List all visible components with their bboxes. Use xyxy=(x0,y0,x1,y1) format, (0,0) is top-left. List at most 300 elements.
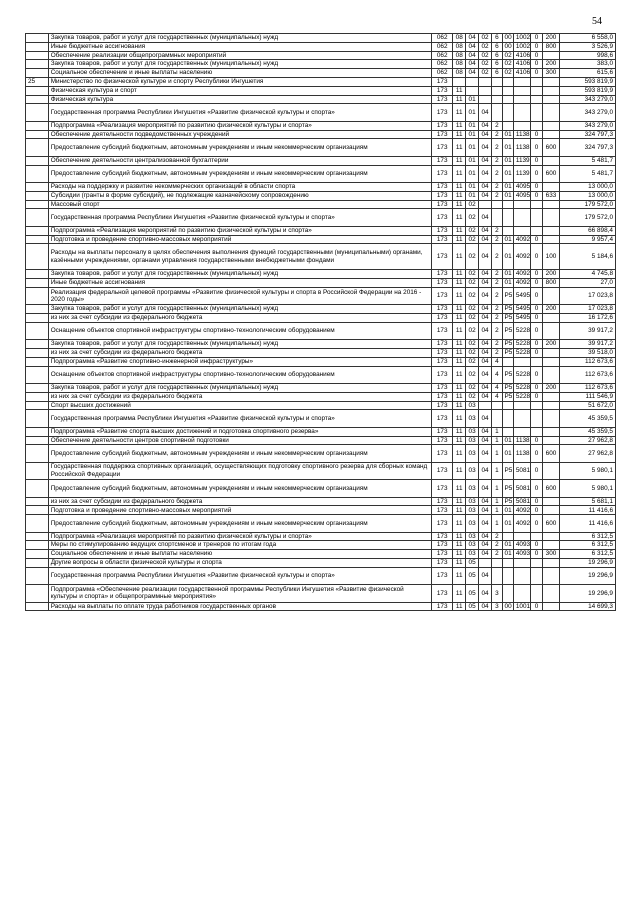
subsection-code-cell: 02 xyxy=(466,357,478,366)
subsection-code-cell: 02 xyxy=(466,340,478,349)
amount-cell: 6 558,0 xyxy=(560,34,616,43)
expense-type-cell xyxy=(542,130,560,139)
item-name-cell: Подпрограмма «Реализация мероприятий по развитию физической культуры и спорта» xyxy=(48,532,432,541)
subsection-code-cell: 04 xyxy=(466,51,478,60)
row-number-cell xyxy=(26,200,49,209)
amount-cell: 66 898,4 xyxy=(560,226,616,235)
row-number-cell xyxy=(26,34,49,43)
ministry-code-cell: 173 xyxy=(432,139,453,156)
item-name-cell: Социальное обеспечение и иные выплаты населению xyxy=(48,69,432,78)
program-code-cell: 04 xyxy=(478,357,491,366)
extra-code-cell: 0 xyxy=(531,349,542,358)
extra-code-cell xyxy=(531,585,542,602)
direction-code-cell: 5495 xyxy=(513,287,531,304)
item-name-cell: Закупка товаров, работ и услуг для государственных (муниципальных) нужд xyxy=(48,384,432,393)
table-row xyxy=(26,235,616,244)
program-code-cell: 04 xyxy=(478,515,491,532)
ministry-code-cell: 173 xyxy=(432,235,453,244)
subsection-code-cell: 03 xyxy=(466,550,478,559)
ministry-code-cell: 173 xyxy=(432,86,453,95)
event-code-cell: 01 xyxy=(502,235,513,244)
ministry-code-cell: 173 xyxy=(432,567,453,584)
extra-code-cell: 0 xyxy=(531,480,542,497)
table-row xyxy=(26,497,616,506)
row-number-cell xyxy=(26,349,49,358)
extra-code-cell: 0 xyxy=(531,305,542,314)
row-number-cell xyxy=(26,366,49,383)
amount-cell: 6 312,5 xyxy=(560,532,616,541)
expense-type-cell xyxy=(542,287,560,304)
row-number-cell xyxy=(26,506,49,515)
expense-type-cell xyxy=(542,541,560,550)
subprogram-code-cell xyxy=(492,558,502,567)
extra-code-cell: 0 xyxy=(531,366,542,383)
expense-type-cell xyxy=(542,558,560,567)
direction-code-cell xyxy=(513,410,531,427)
direction-code-cell xyxy=(513,532,531,541)
ministry-code-cell: 173 xyxy=(432,165,453,182)
section-code-cell: 11 xyxy=(453,322,466,339)
amount-cell: 5 481,7 xyxy=(560,165,616,182)
amount-cell: 45 359,5 xyxy=(560,427,616,436)
section-code-cell: 11 xyxy=(453,480,466,497)
row-number-cell xyxy=(26,95,49,104)
row-number-cell xyxy=(26,60,49,69)
subsection-code-cell: 01 xyxy=(466,165,478,182)
table-row xyxy=(26,104,616,121)
event-code-cell xyxy=(502,95,513,104)
event-code-cell: P5 xyxy=(502,340,513,349)
event-code-cell: 00 xyxy=(502,42,513,51)
direction-code-cell: 4095 xyxy=(513,182,531,191)
event-code-cell: P5 xyxy=(502,349,513,358)
program-code-cell: 04 xyxy=(478,602,491,611)
direction-code-cell: 1002 xyxy=(513,42,531,51)
expense-type-cell xyxy=(542,95,560,104)
row-number-cell xyxy=(26,244,49,270)
program-code-cell: 04 xyxy=(478,270,491,279)
section-code-cell: 11 xyxy=(453,550,466,559)
section-code-cell: 11 xyxy=(453,130,466,139)
row-number-cell xyxy=(26,357,49,366)
extra-code-cell: 0 xyxy=(531,550,542,559)
subprogram-code-cell: 2 xyxy=(492,139,502,156)
extra-code-cell: 0 xyxy=(531,515,542,532)
item-name-cell: Реализация федеральной целевой программы «Развитие физической культуры и спорта в Российской Федерации на 2016 - 2020 годы» xyxy=(48,287,432,304)
subsection-code-cell: 02 xyxy=(466,384,478,393)
program-code-cell: 04 xyxy=(478,209,491,226)
event-code-cell xyxy=(502,401,513,410)
amount-cell: 45 359,5 xyxy=(560,410,616,427)
section-code-cell: 11 xyxy=(453,497,466,506)
extra-code-cell xyxy=(531,558,542,567)
section-code-cell: 11 xyxy=(453,104,466,121)
subprogram-code-cell: 2 xyxy=(492,550,502,559)
subsection-code-cell: 02 xyxy=(466,366,478,383)
subsection-code-cell: 02 xyxy=(466,322,478,339)
item-name-cell: Спорт высших достижений xyxy=(48,401,432,410)
row-number-cell xyxy=(26,384,49,393)
table-row xyxy=(26,357,616,366)
event-code-cell: 00 xyxy=(502,34,513,43)
table-row xyxy=(26,130,616,139)
subprogram-code-cell: 2 xyxy=(492,287,502,304)
ministry-code-cell: 062 xyxy=(432,42,453,51)
extra-code-cell: 0 xyxy=(531,506,542,515)
amount-cell: 615,6 xyxy=(560,69,616,78)
ministry-code-cell: 173 xyxy=(432,585,453,602)
table-row xyxy=(26,121,616,130)
ministry-code-cell: 173 xyxy=(432,602,453,611)
subprogram-code-cell: 1 xyxy=(492,427,502,436)
direction-code-cell xyxy=(513,77,531,86)
event-code-cell: 02 xyxy=(502,51,513,60)
amount-cell: 39 917,2 xyxy=(560,340,616,349)
event-code-cell: 01 xyxy=(502,445,513,462)
subsection-code-cell: 05 xyxy=(466,558,478,567)
subprogram-code-cell xyxy=(492,86,502,95)
extra-code-cell xyxy=(531,532,542,541)
event-code-cell xyxy=(502,226,513,235)
section-code-cell: 11 xyxy=(453,436,466,445)
table-row xyxy=(26,410,616,427)
amount-cell: 5 980,1 xyxy=(560,462,616,479)
expense-type-cell xyxy=(542,314,560,323)
subsection-code-cell: 03 xyxy=(466,515,478,532)
subprogram-code-cell: 2 xyxy=(492,156,502,165)
event-code-cell: 01 xyxy=(502,436,513,445)
event-code-cell: 01 xyxy=(502,550,513,559)
item-name-cell: Физическая культура xyxy=(48,95,432,104)
event-code-cell xyxy=(502,200,513,209)
program-code-cell: 04 xyxy=(478,392,491,401)
subsection-code-cell: 01 xyxy=(466,139,478,156)
program-code-cell xyxy=(478,86,491,95)
ministry-code-cell: 173 xyxy=(432,436,453,445)
subsection-code-cell: 03 xyxy=(466,532,478,541)
expense-type-cell: 200 xyxy=(542,305,560,314)
section-code-cell: 11 xyxy=(453,401,466,410)
event-code-cell: 01 xyxy=(502,515,513,532)
extra-code-cell xyxy=(531,95,542,104)
ministry-code-cell: 173 xyxy=(432,77,453,86)
item-name-cell: Министерство по физической культуре и спорту Республики Ингушетия xyxy=(48,77,432,86)
ministry-code-cell: 173 xyxy=(432,340,453,349)
row-number-cell xyxy=(26,401,49,410)
amount-cell: 343 279,0 xyxy=(560,104,616,121)
item-name-cell: Массовый спорт xyxy=(48,200,432,209)
item-name-cell: Подготовка и проведение спортивно-массовых мероприятий xyxy=(48,235,432,244)
item-name-cell: Подпрограмма «Реализация мероприятий по развитию физической культуры и спорта» xyxy=(48,226,432,235)
expense-type-cell xyxy=(542,77,560,86)
subprogram-code-cell xyxy=(492,567,502,584)
program-code-cell: 04 xyxy=(478,226,491,235)
extra-code-cell: 0 xyxy=(531,445,542,462)
item-name-cell: Предоставление субсидий бюджетным, автономным учреждениям и иным некоммерческим организациям xyxy=(48,165,432,182)
subprogram-code-cell: 2 xyxy=(492,165,502,182)
amount-cell: 6 312,5 xyxy=(560,541,616,550)
subprogram-code-cell: 2 xyxy=(492,235,502,244)
extra-code-cell: 0 xyxy=(531,69,542,78)
subprogram-code-cell: 2 xyxy=(492,349,502,358)
direction-code-cell: 1138 xyxy=(513,130,531,139)
extra-code-cell xyxy=(531,77,542,86)
row-number-cell xyxy=(26,139,49,156)
event-code-cell: 01 xyxy=(502,244,513,270)
subprogram-code-cell: 4 xyxy=(492,366,502,383)
amount-cell: 27 962,8 xyxy=(560,436,616,445)
subprogram-code-cell: 6 xyxy=(492,34,502,43)
table-row xyxy=(26,77,616,86)
subprogram-code-cell: 2 xyxy=(492,121,502,130)
subprogram-code-cell: 6 xyxy=(492,51,502,60)
extra-code-cell: 0 xyxy=(531,340,542,349)
row-number-cell xyxy=(26,436,49,445)
expense-type-cell xyxy=(542,235,560,244)
subprogram-code-cell xyxy=(492,410,502,427)
expense-type-cell xyxy=(542,121,560,130)
program-code-cell: 04 xyxy=(478,427,491,436)
row-number-cell xyxy=(26,305,49,314)
direction-code-cell: 4092 xyxy=(513,244,531,270)
row-number-cell xyxy=(26,585,49,602)
subsection-code-cell: 03 xyxy=(466,497,478,506)
expense-type-cell xyxy=(542,349,560,358)
direction-code-cell: 5228 xyxy=(513,349,531,358)
item-name-cell: Предоставление субсидий бюджетным, автономным учреждениям и иным некоммерческим организациям xyxy=(48,480,432,497)
amount-cell: 6 312,5 xyxy=(560,550,616,559)
ministry-code-cell: 062 xyxy=(432,51,453,60)
subsection-code-cell: 02 xyxy=(466,226,478,235)
direction-code-cell: 4106 xyxy=(513,69,531,78)
program-code-cell xyxy=(478,95,491,104)
expense-type-cell xyxy=(542,322,560,339)
direction-code-cell: 5081 xyxy=(513,480,531,497)
row-number-cell xyxy=(26,392,49,401)
row-number-cell xyxy=(26,602,49,611)
direction-code-cell: 5495 xyxy=(513,314,531,323)
subsection-code-cell: 05 xyxy=(466,585,478,602)
direction-code-cell: 4092 xyxy=(513,270,531,279)
event-code-cell xyxy=(502,86,513,95)
ministry-code-cell: 173 xyxy=(432,392,453,401)
expense-type-cell xyxy=(542,209,560,226)
row-number-cell xyxy=(26,541,49,550)
table-row xyxy=(26,305,616,314)
subprogram-code-cell: 2 xyxy=(492,532,502,541)
item-name-cell: Обеспечение реализации общепрограммных мероприятий xyxy=(48,51,432,60)
ministry-code-cell: 173 xyxy=(432,182,453,191)
extra-code-cell: 0 xyxy=(531,156,542,165)
table-row xyxy=(26,532,616,541)
direction-code-cell xyxy=(513,567,531,584)
item-name-cell: Подпрограмма «Развитие спортивно-инженерной инфраструктуры» xyxy=(48,357,432,366)
item-name-cell: Предоставление субсидий бюджетным, автономным учреждениям и иным некоммерческим организациям xyxy=(48,445,432,462)
subprogram-code-cell xyxy=(492,401,502,410)
table-row xyxy=(26,585,616,602)
section-code-cell: 11 xyxy=(453,200,466,209)
event-code-cell xyxy=(502,121,513,130)
table-row xyxy=(26,384,616,393)
section-code-cell: 08 xyxy=(453,34,466,43)
item-name-cell: Субсидии (гранты в форме субсидий), не подлежащие казначейскому сопровождению xyxy=(48,191,432,200)
amount-cell: 383,0 xyxy=(560,60,616,69)
item-name-cell: из них за счет субсидии из федерального бюджета xyxy=(48,349,432,358)
subsection-code-cell: 02 xyxy=(466,314,478,323)
ministry-code-cell: 173 xyxy=(432,384,453,393)
subsection-code-cell: 01 xyxy=(466,156,478,165)
event-code-cell xyxy=(502,585,513,602)
subprogram-code-cell: 2 xyxy=(492,191,502,200)
extra-code-cell xyxy=(531,121,542,130)
item-name-cell: Подготовка и проведение спортивно-массовых мероприятий xyxy=(48,506,432,515)
amount-cell: 11 416,6 xyxy=(560,506,616,515)
direction-code-cell: 5228 xyxy=(513,392,531,401)
table-body xyxy=(26,34,616,611)
table-row xyxy=(26,165,616,182)
event-code-cell: 01 xyxy=(502,182,513,191)
amount-cell: 998,6 xyxy=(560,51,616,60)
ministry-code-cell: 173 xyxy=(432,480,453,497)
expense-type-cell xyxy=(542,506,560,515)
table-row xyxy=(26,436,616,445)
amount-cell: 39 518,0 xyxy=(560,349,616,358)
ministry-code-cell: 173 xyxy=(432,104,453,121)
subprogram-code-cell: 2 xyxy=(492,340,502,349)
section-code-cell: 11 xyxy=(453,156,466,165)
event-code-cell: 02 xyxy=(502,69,513,78)
row-number-cell xyxy=(26,287,49,304)
extra-code-cell: 0 xyxy=(531,139,542,156)
amount-cell: 112 673,6 xyxy=(560,384,616,393)
section-code-cell: 11 xyxy=(453,532,466,541)
section-code-cell: 11 xyxy=(453,209,466,226)
amount-cell: 179 572,0 xyxy=(560,209,616,226)
event-code-cell: 01 xyxy=(502,130,513,139)
amount-cell: 27,0 xyxy=(560,279,616,288)
table-row xyxy=(26,209,616,226)
program-code-cell: 04 xyxy=(478,349,491,358)
item-name-cell: Другие вопросы в области физической культуры и спорта xyxy=(48,558,432,567)
section-code-cell: 11 xyxy=(453,305,466,314)
expense-type-cell xyxy=(542,392,560,401)
program-code-cell xyxy=(478,77,491,86)
section-code-cell: 11 xyxy=(453,558,466,567)
subprogram-code-cell: 1 xyxy=(492,515,502,532)
event-code-cell xyxy=(502,567,513,584)
expense-type-cell xyxy=(542,436,560,445)
subprogram-code-cell: 6 xyxy=(492,42,502,51)
item-name-cell: Государственная программа Республики Ингушетия «Развитие физической культуры и спорта» xyxy=(48,567,432,584)
amount-cell: 111 546,9 xyxy=(560,392,616,401)
direction-code-cell: 1139 xyxy=(513,156,531,165)
subprogram-code-cell: 3 xyxy=(492,602,502,611)
amount-cell: 27 962,8 xyxy=(560,445,616,462)
table-row xyxy=(26,200,616,209)
direction-code-cell: 4092 xyxy=(513,279,531,288)
subsection-code-cell: 04 xyxy=(466,60,478,69)
subprogram-code-cell: 1 xyxy=(492,480,502,497)
table-row xyxy=(26,515,616,532)
expense-type-cell: 200 xyxy=(542,270,560,279)
event-code-cell xyxy=(502,558,513,567)
table-row xyxy=(26,279,616,288)
subsection-code-cell: 01 xyxy=(466,130,478,139)
section-code-cell: 11 xyxy=(453,602,466,611)
event-code-cell xyxy=(502,410,513,427)
expense-type-cell xyxy=(542,156,560,165)
subprogram-code-cell: 1 xyxy=(492,497,502,506)
event-code-cell xyxy=(502,77,513,86)
ministry-code-cell: 173 xyxy=(432,506,453,515)
table-row xyxy=(26,244,616,270)
row-number-cell xyxy=(26,558,49,567)
ministry-code-cell: 173 xyxy=(432,121,453,130)
row-number-cell xyxy=(26,532,49,541)
program-code-cell: 04 xyxy=(478,139,491,156)
extra-code-cell: 0 xyxy=(531,314,542,323)
table-row xyxy=(26,349,616,358)
direction-code-cell: 4092 xyxy=(513,506,531,515)
event-code-cell xyxy=(502,427,513,436)
table-row xyxy=(26,392,616,401)
item-name-cell: Государственная программа Республики Ингушетия «Развитие физической культуры и спорта» xyxy=(48,410,432,427)
table-row xyxy=(26,550,616,559)
section-code-cell: 11 xyxy=(453,95,466,104)
program-code-cell: 04 xyxy=(478,462,491,479)
subsection-code-cell: 03 xyxy=(466,436,478,445)
section-code-cell: 11 xyxy=(453,86,466,95)
section-code-cell: 11 xyxy=(453,314,466,323)
direction-code-cell: 4106 xyxy=(513,51,531,60)
subprogram-code-cell xyxy=(492,95,502,104)
amount-cell: 112 673,6 xyxy=(560,366,616,383)
direction-code-cell xyxy=(513,558,531,567)
event-code-cell xyxy=(502,357,513,366)
amount-cell: 14 699,3 xyxy=(560,602,616,611)
direction-code-cell: 5228 xyxy=(513,340,531,349)
event-code-cell xyxy=(502,532,513,541)
extra-code-cell: 0 xyxy=(531,287,542,304)
item-name-cell: Подпрограмма «Реализация мероприятий по развитию физической культуры и спорта» xyxy=(48,121,432,130)
section-code-cell: 11 xyxy=(453,410,466,427)
subprogram-code-cell: 1 xyxy=(492,445,502,462)
amount-cell: 51 672,0 xyxy=(560,401,616,410)
direction-code-cell: 1138 xyxy=(513,139,531,156)
direction-code-cell: 4093 xyxy=(513,550,531,559)
table-row xyxy=(26,322,616,339)
subsection-code-cell: 02 xyxy=(466,287,478,304)
expense-type-cell xyxy=(542,226,560,235)
expense-type-cell xyxy=(542,86,560,95)
subprogram-code-cell: 2 xyxy=(492,182,502,191)
table-row xyxy=(26,366,616,383)
program-code-cell xyxy=(478,200,491,209)
ministry-code-cell: 173 xyxy=(432,550,453,559)
amount-cell: 5 980,1 xyxy=(560,480,616,497)
table-row xyxy=(26,51,616,60)
subsection-code-cell: 03 xyxy=(466,445,478,462)
ministry-code-cell: 173 xyxy=(432,314,453,323)
subprogram-code-cell: 2 xyxy=(492,244,502,270)
amount-cell: 343 279,0 xyxy=(560,121,616,130)
expense-type-cell xyxy=(542,410,560,427)
subsection-code-cell: 02 xyxy=(466,270,478,279)
amount-cell: 112 673,6 xyxy=(560,357,616,366)
expense-type-cell xyxy=(542,51,560,60)
ministry-code-cell: 173 xyxy=(432,200,453,209)
extra-code-cell xyxy=(531,226,542,235)
